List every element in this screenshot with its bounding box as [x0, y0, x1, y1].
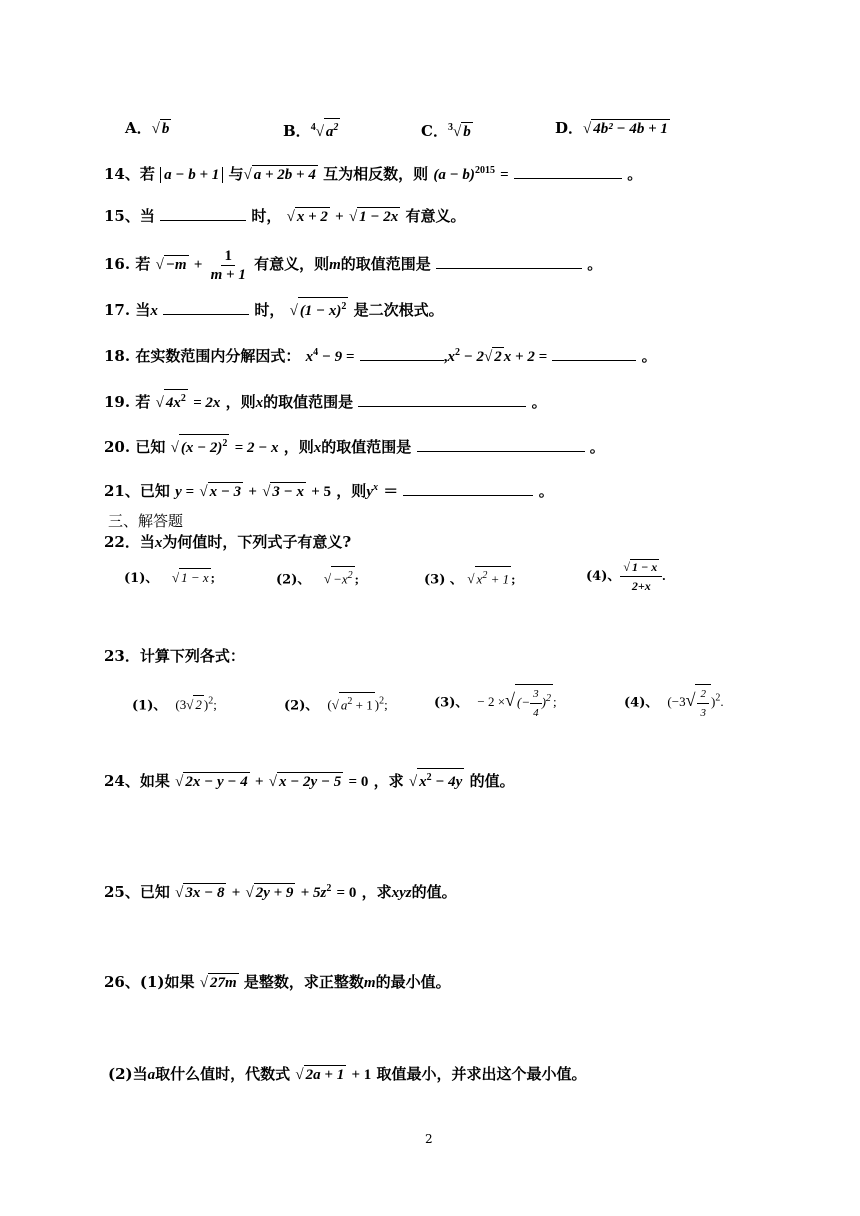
- part-2: (2)、 √ $-x^2$ ;: [276, 566, 359, 592]
- page-number: 2: [425, 1132, 433, 1146]
- answer-blank[interactable]: [436, 254, 582, 269]
- question-25: 25、已知 √ 3x − 8 + √ $2y + 9 + 5z^2 = 0$ ，求xyz的值。: [104, 883, 457, 901]
- part-3: (3)、 − 2 ×√ (− $\frac{3}{4}$ )$^2$ ;: [434, 684, 557, 722]
- answer-blank[interactable]: [163, 300, 249, 315]
- option-d: D．√ 4b² − 4b + 1: [555, 119, 668, 137]
- question-18: 18. 在实数范围内分解因式： $x^4 - 9 = ,x^2 - 2√$ 2 x + 2 = 。: [104, 347, 657, 365]
- answer-blank[interactable]: [403, 481, 533, 496]
- question-16: 16. 若 √ −m + $\frac{1}{m + 1}$ 有意义，则m的取值范围是 。: [104, 247, 603, 283]
- question-14: 14、若 a − b + 1 与√ a + 2b + 4 互为相反数，则 $(a - b)^{2015}$ = 。: [104, 165, 643, 183]
- question-20: 20. 已知 √ $(x - 2)^2 = 2 - x$ ，则x的取值范围是 。: [104, 434, 605, 458]
- question-24: 24、如果 √ 2x − y − 4 + √ x − 2y − 5 = 0 ，求 √ $x^2 - 4y$ 的值。: [104, 768, 515, 792]
- part-1: (1)、 (3√ 2 )$^2$;: [132, 696, 217, 714]
- option-b: B．$^4$√ $a^2$: [283, 118, 340, 142]
- answer-blank-1[interactable]: [360, 346, 444, 361]
- question-17: 17. 当x 时， √ $(1 - x)^2$ 是二次根式。: [104, 297, 444, 321]
- part-4: (4)、 (−3√ $\frac{2}{3}$ )$^2$.: [624, 684, 724, 722]
- answer-blank[interactable]: [160, 206, 246, 221]
- question-26-2: (2)当a取什么值时，代数式 √ 2a + 1 + 1 取值最小，并求出这个最小值。: [108, 1065, 587, 1083]
- question-23-title: 23．计算下列各式：: [104, 647, 245, 665]
- answer-blank[interactable]: [514, 164, 622, 179]
- question-26-1: 26、(1)如果 √ 27m 是整数，求正整数m的最小值。: [104, 973, 451, 991]
- answer-blank[interactable]: [417, 437, 585, 452]
- part-4: (4)、 $\frac{√ 1 - x}{2+x}$ .: [586, 560, 666, 593]
- part-1: (1)、 √ 1 − x ;: [124, 570, 215, 586]
- question-21: 21、已知 y = √ x − 3 + √ 3 − x + 5 ，则$y^x$ ＝ 。: [104, 482, 554, 500]
- option-a: A．√ b: [125, 119, 170, 137]
- part-3: (3) 、 √ $x^2 + 1$ ;: [424, 566, 515, 592]
- question-15: 15、当 时， √ x + 2 + √ 1 − 2x 有意义。: [104, 207, 466, 225]
- answer-blank-2[interactable]: [552, 346, 636, 361]
- part-2: (2)、 (√ $a^2 + 1$ )$^2$;: [284, 690, 388, 718]
- question-19: 19. 若 √ $4x^2 = 2x$ ，则x的取值范围是 。: [104, 389, 547, 413]
- question-22-title: 22．当x为何值时，下列式子有意义?: [104, 533, 352, 551]
- section-heading: 三、解答题: [108, 512, 184, 530]
- option-c: C．$^3$√ b: [421, 122, 471, 140]
- answer-blank[interactable]: [358, 392, 526, 407]
